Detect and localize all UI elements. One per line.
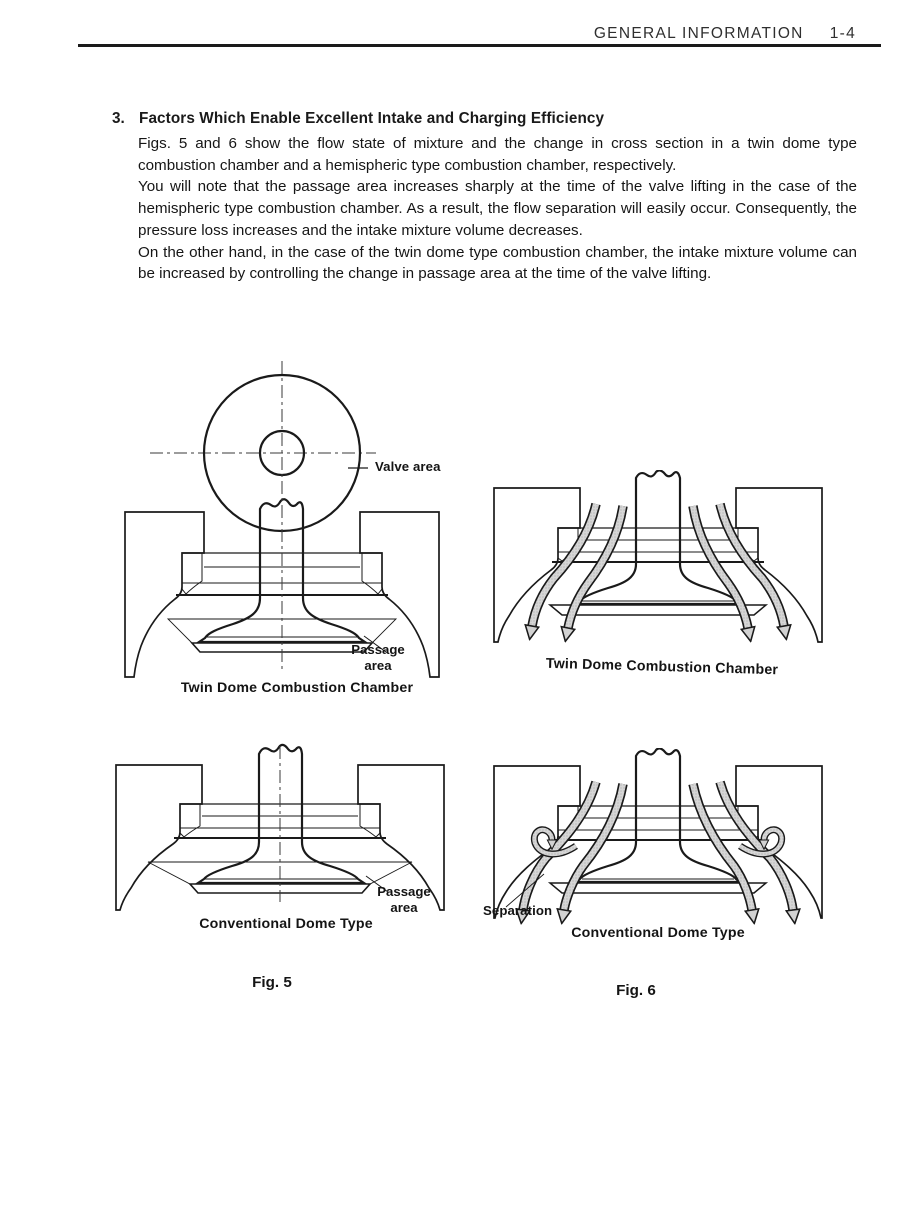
valve-head-plate — [550, 605, 766, 615]
paragraph-3: On the other hand, in the case of the twin dome type combustion chamber, the intake mixture volume can be increased by controlling the change in passage area at the time of the valve lifting. — [138, 243, 857, 283]
separation-label: Separation — [483, 903, 553, 918]
body-text — [138, 133, 857, 285]
fig6-twin-dome-diagram — [488, 470, 828, 665]
fig6-bottom-caption: Conventional Dome Type — [571, 925, 745, 941]
header-page-number: 1-4 — [829, 25, 856, 42]
valve-area-label: Valve area — [375, 459, 441, 474]
paragraph-2: You will note that the passage area increases sharply at the time of the valve lifting in the case of the hemispheric type combustion chamber. As a result, the flow separation will easily occur. Consequently, the pressure loss increases and the intake mixture volume decreases. — [138, 178, 857, 239]
passage-area-label-top: Passage area — [351, 642, 405, 673]
flow-arrows — [523, 782, 793, 910]
valve-face-view — [150, 375, 376, 531]
header-rule — [78, 44, 881, 47]
header-title: GENERAL INFORMATION — [593, 25, 804, 42]
page-header — [594, 25, 856, 43]
fig5-top-caption: Twin Dome Combustion Chamber — [180, 680, 414, 696]
fig5-label: Fig. 5 — [252, 974, 292, 991]
valve-head-plate — [550, 883, 766, 893]
section-number: 3. — [112, 110, 125, 127]
fig6-label: Fig. 6 — [616, 982, 656, 999]
hatched-walls — [494, 766, 822, 918]
fig5-bottom-caption: Conventional Dome Type — [199, 916, 373, 932]
paragraph-1: Figs. 5 and 6 show the flow state of mixture and the change in cross section in a twin dome type combustion chamber and a hemispheric type combustion chamber, respectively. — [138, 135, 857, 174]
passage-area-label-bottom: Passage area — [377, 884, 431, 915]
section-heading: Factors Which Enable Excellent Intake and Charging Efficiency — [139, 110, 605, 127]
flow-arrows — [532, 504, 784, 628]
hatched-walls — [494, 488, 822, 642]
fig6-top-caption: Twin Dome Combustion Chamber — [545, 655, 779, 679]
